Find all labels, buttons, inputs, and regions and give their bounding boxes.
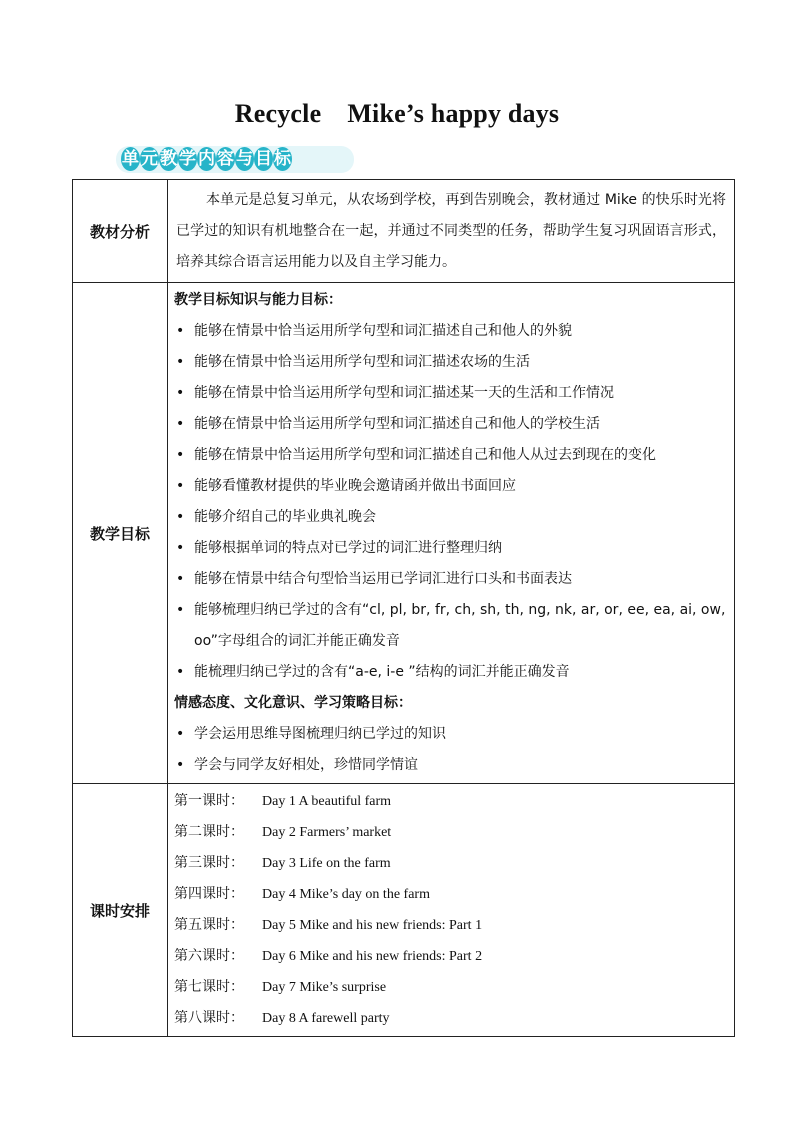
analysis-label: 教材分析 [73,180,168,283]
lesson-number: 第五课时： [174,917,244,933]
lesson-title: Day 8 A farewell party [262,1011,390,1026]
lesson-item [174,879,726,910]
banner-char: 与 [236,149,253,169]
lesson-number: 第一课时： [174,793,244,809]
lesson-item [174,941,726,972]
title-unit-name: Mike’s happy days [347,99,560,128]
banner-char: 容 [217,149,234,169]
banner-char: 元 [141,149,158,169]
section-banner [121,147,292,173]
goal-item: • 能够根据单词的特点对已学过的词汇进行整理归纳 [174,533,726,564]
analysis-text: 本单元是总复习单元，从农场到学校，再到告别晚会，教材通过 Mike 的快乐时光将已学过的知识有机地整合在一起，并通过不同类型的任务，帮助学生复习巩固语言形式，培养其综合语言运用能力以及自主学习能力。 [176,192,726,270]
banner-char: 教 [160,149,177,169]
unit-content-table [72,179,735,1037]
lesson-title: Day 1 A beautiful farm [262,794,392,809]
schedule-cell [168,784,735,1037]
goal-item: • 能够在情景中恰当运用所学句型和词汇描述农场的生活 [174,347,726,378]
goal-item: • 能够在情景中恰当运用所学句型和词汇描述某一天的生活和工作情况 [174,378,726,409]
lesson-item [174,786,726,817]
banner-char: 学 [179,149,196,169]
lesson-number: 第八课时： [174,1010,244,1026]
goal-item: • 能够介绍自己的毕业典礼晚会 [174,502,726,533]
lesson-number: 第四课时： [174,886,244,902]
lesson-number: 第六课时： [174,948,244,964]
lesson-item [174,910,726,941]
banner-char: 单 [122,149,139,169]
lesson-item [174,848,726,879]
lesson-title: Day 6 Mike and his new friends: Part 2 [262,949,483,964]
lesson-title: Day 2 Farmers’ market [262,825,392,840]
goal-item: • 能够在情景中恰当运用所学句型和词汇描述自己和他人的学校生活 [174,409,726,440]
lesson-title: Day 4 Mike’s day on the farm [262,887,430,902]
goal-item: • 能够在情景中结合句型恰当运用已学词汇进行口头和书面表达 [174,564,726,595]
analysis-cell [168,180,735,283]
lesson-title: Day 3 Life on the farm [262,856,391,871]
goal-item: • 能梳理归纳已学过的含有“a-e, i-e ”结构的词汇并能正确发音 [174,657,726,688]
lesson-item [174,1003,726,1034]
goals-row [73,283,735,784]
banner-char: 目 [255,149,272,169]
banner-char: 标 [274,149,291,169]
goals-cell [168,283,735,784]
goal-item: • 能够梳理归纳已学过的含有“cl, pl, br, fr, ch, sh, th, ng, nk, ar, or, ee, ea, ai, ow, oo”字母组合的词汇并能正确发音 [174,595,726,657]
title-recycle: Recycle [234,99,322,128]
goal-item: • 能够看懂教材提供的毕业晚会邀请函并做出书面回应 [174,471,726,502]
goal-item: • 能够在情景中恰当运用所学句型和词汇描述自己和他人的外貌 [174,316,726,347]
lesson-title: Day 5 Mike and his new friends: Part 1 [262,918,483,933]
goal-item: • 学会运用思维导图梳理归纳已学过的知识 [174,719,726,750]
page-title [0,99,794,129]
goal-item: • 学会与同学友好相处，珍惜同学情谊 [174,750,726,781]
schedule-label: 课时安排 [73,784,168,1037]
lesson-item [174,972,726,1003]
lesson-item [174,817,726,848]
affective-goals-heading: 情感态度、文化意识、学习策略目标： [174,695,412,711]
lesson-number: 第二课时： [174,824,244,840]
banner-char: 内 [198,149,215,169]
goals-label: 教学目标 [73,283,168,784]
lesson-title: Day 7 Mike’s surprise [262,980,387,995]
knowledge-goals-heading: 教学目标知识与能力目标： [174,292,342,308]
schedule-row [73,784,735,1037]
lesson-number: 第三课时： [174,855,244,871]
analysis-row [73,180,735,283]
goal-item: • 能够在情景中恰当运用所学句型和词汇描述自己和他人从过去到现在的变化 [174,440,726,471]
lesson-number: 第七课时： [174,979,244,995]
